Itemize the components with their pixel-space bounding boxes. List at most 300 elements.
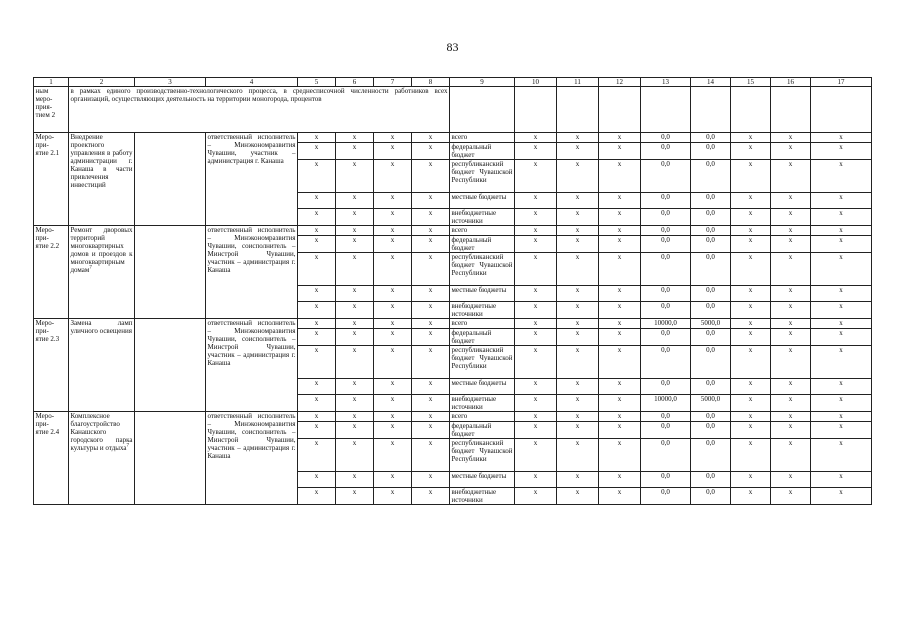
value-cell: х: [811, 319, 872, 329]
value-cell: х: [515, 412, 557, 422]
footnote-mark: 7: [126, 443, 129, 449]
code-cell: х: [298, 209, 336, 226]
funding-source: местные бюджеты: [450, 379, 515, 395]
header-col-16: 16: [771, 78, 811, 87]
value-cell: х: [771, 488, 811, 505]
value-cell: х: [811, 422, 872, 439]
funding-source: внебюджетные источники: [450, 302, 515, 319]
value-cell: х: [599, 160, 641, 193]
header-col-17: 17: [811, 78, 872, 87]
header-col-11: 11: [557, 78, 599, 87]
code-cell: х: [298, 395, 336, 412]
header-col-2: 2: [69, 78, 135, 87]
measure-name: Меро- при- ятие 2.1: [34, 133, 69, 226]
measure-executor: ответственный исполнитель – Минэкономразвития Чувашии, соисполнитель – Минстрой Чувашии, участник – администрация г. Канаша: [206, 226, 298, 319]
value-cell: 0,0: [691, 412, 731, 422]
value-cell: 0,0: [691, 488, 731, 505]
code-cell: х: [374, 286, 412, 302]
value-cell: х: [599, 422, 641, 439]
value-cell: х: [771, 133, 811, 143]
value-cell: х: [731, 302, 771, 319]
value-cell: х: [515, 395, 557, 412]
empty-cell: [135, 226, 206, 319]
code-cell: х: [298, 379, 336, 395]
empty-cell: [135, 412, 206, 505]
value-cell: х: [771, 422, 811, 439]
code-cell: х: [374, 160, 412, 193]
continuation-text: в рамках единого производственно-технологического процесса, в среднесписочной численности работников всех организаций, осуществляющих деятельность на территории моногорода, процентов: [69, 87, 450, 133]
measure-title: Комплексное благоустройство Канашского городского парка культуры и отдыха: [70, 412, 133, 452]
code-cell: х: [374, 395, 412, 412]
value-cell: 0,0: [641, 160, 691, 193]
value-cell: х: [731, 395, 771, 412]
value-cell: х: [515, 226, 557, 236]
funding-source: республиканский бюджет Чувашской Республики: [450, 160, 515, 193]
value-cell: х: [599, 488, 641, 505]
code-cell: х: [336, 346, 374, 379]
measure-name: Меро- при- ятие 2.4: [34, 412, 69, 505]
value-cell: х: [557, 302, 599, 319]
code-cell: х: [336, 143, 374, 160]
header-col-14: 14: [691, 78, 731, 87]
value-cell: х: [515, 286, 557, 302]
value-cell: 0,0: [641, 226, 691, 236]
code-cell: х: [298, 193, 336, 209]
header-col-4: 4: [206, 78, 298, 87]
value-cell: 0,0: [691, 379, 731, 395]
code-cell: х: [298, 133, 336, 143]
code-cell: х: [336, 422, 374, 439]
value-cell: х: [731, 346, 771, 379]
value-cell: х: [557, 488, 599, 505]
value-cell: х: [731, 143, 771, 160]
code-cell: х: [374, 379, 412, 395]
value-cell: х: [599, 253, 641, 286]
value-cell: х: [557, 253, 599, 286]
code-cell: х: [374, 133, 412, 143]
code-cell: х: [374, 422, 412, 439]
funding-source: федеральный бюджет: [450, 143, 515, 160]
value-cell: х: [771, 329, 811, 346]
value-cell: х: [771, 286, 811, 302]
value-cell: х: [599, 472, 641, 488]
value-cell: х: [771, 143, 811, 160]
code-cell: х: [412, 395, 450, 412]
measure-executor: ответственный исполнитель – Минэкономразвития Чувашии, соисполнитель – Минстрой Чувашии, участник – администрация г. Канаша: [206, 319, 298, 412]
value-cell: х: [771, 472, 811, 488]
value-cell: х: [771, 193, 811, 209]
value-cell: х: [599, 329, 641, 346]
value-cell: х: [731, 209, 771, 226]
value-cell: х: [599, 395, 641, 412]
value-cell: х: [771, 412, 811, 422]
header-col-1: 1: [34, 78, 69, 87]
value-cell: х: [731, 160, 771, 193]
code-cell: х: [412, 329, 450, 346]
code-cell: х: [412, 193, 450, 209]
value-cell: 0,0: [641, 286, 691, 302]
value-cell: 0,0: [691, 226, 731, 236]
measure-title: Ремонт дворовых территорий многоквартирных домов и проездов к многоквартирным домам: [70, 226, 133, 274]
value-cell: х: [811, 439, 872, 472]
value-cell: х: [811, 329, 872, 346]
value-cell: 10000,0: [641, 319, 691, 329]
measure-title-cell: [69, 412, 135, 505]
code-cell: х: [412, 379, 450, 395]
measure-row: [34, 319, 872, 329]
code-cell: х: [374, 412, 412, 422]
empty-cell: [515, 87, 557, 133]
budget-table: [33, 77, 872, 505]
value-cell: х: [771, 253, 811, 286]
header-col-12: 12: [599, 78, 641, 87]
code-cell: х: [298, 472, 336, 488]
value-cell: 0,0: [641, 329, 691, 346]
funding-source: всего: [450, 226, 515, 236]
empty-cell: [641, 87, 691, 133]
measure-title-cell: [69, 133, 135, 226]
value-cell: 0,0: [691, 286, 731, 302]
code-cell: х: [336, 302, 374, 319]
value-cell: х: [515, 302, 557, 319]
value-cell: 0,0: [641, 236, 691, 253]
value-cell: 0,0: [641, 346, 691, 379]
measure-name: Меро- при- ятие 2.3: [34, 319, 69, 412]
value-cell: х: [557, 472, 599, 488]
value-cell: 0,0: [691, 133, 731, 143]
value-cell: х: [599, 226, 641, 236]
value-cell: 0,0: [691, 253, 731, 286]
value-cell: х: [771, 346, 811, 379]
empty-cell: [599, 87, 641, 133]
value-cell: х: [811, 286, 872, 302]
measure-title: Замена ламп уличного освещения: [70, 319, 133, 335]
value-cell: х: [811, 379, 872, 395]
value-cell: х: [515, 160, 557, 193]
value-cell: х: [811, 488, 872, 505]
empty-cell: [557, 87, 599, 133]
funding-source: всего: [450, 133, 515, 143]
code-cell: х: [412, 133, 450, 143]
code-cell: х: [298, 329, 336, 346]
value-cell: х: [557, 133, 599, 143]
value-cell: 5000,0: [691, 395, 731, 412]
code-cell: х: [336, 236, 374, 253]
value-cell: х: [515, 253, 557, 286]
code-cell: х: [412, 253, 450, 286]
value-cell: х: [811, 412, 872, 422]
value-cell: х: [599, 286, 641, 302]
value-cell: 0,0: [691, 472, 731, 488]
code-cell: х: [336, 379, 374, 395]
value-cell: х: [771, 236, 811, 253]
code-cell: х: [298, 346, 336, 379]
code-cell: х: [374, 143, 412, 160]
empty-cell: [135, 319, 206, 412]
value-cell: х: [731, 422, 771, 439]
value-cell: х: [557, 209, 599, 226]
value-cell: 0,0: [691, 422, 731, 439]
code-cell: х: [374, 439, 412, 472]
funding-source: местные бюджеты: [450, 193, 515, 209]
value-cell: х: [599, 439, 641, 472]
value-cell: х: [811, 472, 872, 488]
header-col-6: 6: [336, 78, 374, 87]
value-cell: х: [771, 302, 811, 319]
code-cell: х: [336, 286, 374, 302]
code-cell: х: [336, 209, 374, 226]
code-cell: х: [374, 193, 412, 209]
header-col-7: 7: [374, 78, 412, 87]
funding-source: всего: [450, 319, 515, 329]
code-cell: х: [336, 319, 374, 329]
funding-source: федеральный бюджет: [450, 422, 515, 439]
funding-source: местные бюджеты: [450, 472, 515, 488]
funding-source: федеральный бюджет: [450, 329, 515, 346]
value-cell: х: [515, 488, 557, 505]
funding-source: местные бюджеты: [450, 286, 515, 302]
value-cell: х: [557, 395, 599, 412]
value-cell: х: [731, 319, 771, 329]
code-cell: х: [298, 422, 336, 439]
header-row: [34, 78, 872, 87]
empty-cell: [731, 87, 771, 133]
value-cell: 0,0: [641, 193, 691, 209]
value-cell: 10000,0: [641, 395, 691, 412]
code-cell: х: [298, 160, 336, 193]
value-cell: х: [811, 395, 872, 412]
code-cell: х: [412, 346, 450, 379]
funding-source: внебюджетные источники: [450, 209, 515, 226]
value-cell: х: [771, 395, 811, 412]
value-cell: х: [599, 143, 641, 160]
code-cell: х: [412, 488, 450, 505]
value-cell: х: [557, 143, 599, 160]
value-cell: х: [599, 346, 641, 379]
value-cell: х: [515, 329, 557, 346]
empty-cell: [811, 87, 872, 133]
value-cell: 0,0: [691, 346, 731, 379]
funding-source: федеральный бюджет: [450, 236, 515, 253]
value-cell: х: [771, 319, 811, 329]
value-cell: 0,0: [691, 329, 731, 346]
empty-cell: [450, 87, 515, 133]
code-cell: х: [412, 286, 450, 302]
value-cell: х: [515, 133, 557, 143]
value-cell: х: [557, 319, 599, 329]
value-cell: х: [557, 329, 599, 346]
code-cell: х: [412, 236, 450, 253]
measure-executor: ответственный исполнитель – Минэкономразвития Чувашии, участник – администрация г. Канаша: [206, 133, 298, 226]
header-col-10: 10: [515, 78, 557, 87]
empty-cell: [691, 87, 731, 133]
code-cell: х: [412, 143, 450, 160]
value-cell: 0,0: [641, 209, 691, 226]
value-cell: х: [599, 236, 641, 253]
header-col-15: 15: [731, 78, 771, 87]
measure-row: [34, 133, 872, 143]
code-cell: х: [336, 395, 374, 412]
code-cell: х: [298, 143, 336, 160]
code-cell: х: [336, 412, 374, 422]
value-cell: 0,0: [641, 412, 691, 422]
value-cell: х: [771, 226, 811, 236]
funding-source: республиканский бюджет Чувашской Республики: [450, 346, 515, 379]
code-cell: х: [336, 133, 374, 143]
value-cell: х: [811, 160, 872, 193]
code-cell: х: [412, 160, 450, 193]
value-cell: х: [811, 253, 872, 286]
value-cell: х: [557, 226, 599, 236]
value-cell: х: [811, 302, 872, 319]
value-cell: х: [731, 236, 771, 253]
value-cell: 0,0: [641, 302, 691, 319]
code-cell: х: [412, 422, 450, 439]
value-cell: 0,0: [691, 302, 731, 319]
code-cell: х: [374, 488, 412, 505]
measure-title: Внедрение проектного управления в работу администрации г. Канаша в части привлечения инвестиций: [70, 133, 133, 189]
value-cell: 0,0: [691, 439, 731, 472]
value-cell: х: [771, 209, 811, 226]
value-cell: х: [731, 133, 771, 143]
value-cell: х: [557, 286, 599, 302]
code-cell: х: [336, 226, 374, 236]
value-cell: 0,0: [641, 133, 691, 143]
value-cell: х: [811, 133, 872, 143]
code-cell: х: [374, 472, 412, 488]
value-cell: х: [515, 422, 557, 439]
value-cell: х: [731, 193, 771, 209]
value-cell: х: [731, 472, 771, 488]
code-cell: х: [336, 488, 374, 505]
code-cell: х: [374, 209, 412, 226]
continuation-row: [34, 87, 872, 133]
value-cell: х: [599, 319, 641, 329]
value-cell: х: [731, 329, 771, 346]
value-cell: 5000,0: [691, 319, 731, 329]
value-cell: х: [599, 209, 641, 226]
code-cell: х: [336, 253, 374, 286]
measure-row: [34, 412, 872, 422]
value-cell: х: [731, 412, 771, 422]
value-cell: х: [557, 422, 599, 439]
empty-cell: [135, 133, 206, 226]
value-cell: х: [599, 302, 641, 319]
value-cell: х: [515, 346, 557, 379]
code-cell: х: [412, 439, 450, 472]
value-cell: х: [599, 379, 641, 395]
value-cell: х: [811, 236, 872, 253]
value-cell: х: [731, 226, 771, 236]
value-cell: х: [771, 439, 811, 472]
header-col-13: 13: [641, 78, 691, 87]
funding-source: республиканский бюджет Чувашской Республики: [450, 253, 515, 286]
value-cell: х: [731, 488, 771, 505]
value-cell: х: [515, 236, 557, 253]
value-cell: х: [515, 379, 557, 395]
value-cell: х: [731, 439, 771, 472]
code-cell: х: [336, 439, 374, 472]
footnote-mark: 7: [89, 265, 92, 271]
funding-source: республиканский бюджет Чувашской Республики: [450, 439, 515, 472]
value-cell: х: [811, 193, 872, 209]
value-cell: х: [557, 379, 599, 395]
code-cell: х: [298, 286, 336, 302]
header-col-8: 8: [412, 78, 450, 87]
code-cell: х: [374, 226, 412, 236]
value-cell: х: [557, 160, 599, 193]
header-col-5: 5: [298, 78, 336, 87]
code-cell: х: [412, 226, 450, 236]
header-col-9: 9: [450, 78, 515, 87]
measure-name: Меро- при- ятие 2.2: [34, 226, 69, 319]
value-cell: х: [557, 193, 599, 209]
value-cell: х: [731, 253, 771, 286]
code-cell: х: [412, 412, 450, 422]
code-cell: х: [298, 439, 336, 472]
code-cell: х: [336, 193, 374, 209]
code-cell: х: [412, 319, 450, 329]
code-cell: х: [412, 302, 450, 319]
code-cell: х: [412, 209, 450, 226]
code-cell: х: [412, 472, 450, 488]
code-cell: х: [374, 346, 412, 379]
funding-source: внебюджетные источники: [450, 395, 515, 412]
code-cell: х: [336, 329, 374, 346]
value-cell: 0,0: [641, 422, 691, 439]
value-cell: х: [811, 226, 872, 236]
value-cell: х: [731, 286, 771, 302]
code-cell: х: [374, 253, 412, 286]
value-cell: х: [515, 319, 557, 329]
code-cell: х: [374, 236, 412, 253]
value-cell: х: [771, 379, 811, 395]
measure-title-cell: [69, 226, 135, 319]
value-cell: х: [599, 412, 641, 422]
measure-executor: ответственный исполнитель – Минэкономразвития Чувашии, соисполнитель – Минстрой Чувашии, участник – администрация г. Канаша: [206, 412, 298, 505]
funding-source: внебюджетные источники: [450, 488, 515, 505]
code-cell: х: [298, 302, 336, 319]
code-cell: х: [336, 472, 374, 488]
value-cell: х: [811, 346, 872, 379]
value-cell: 0,0: [691, 209, 731, 226]
value-cell: 0,0: [641, 143, 691, 160]
value-cell: х: [515, 472, 557, 488]
value-cell: х: [557, 346, 599, 379]
code-cell: х: [374, 319, 412, 329]
value-cell: 0,0: [641, 253, 691, 286]
value-cell: х: [599, 193, 641, 209]
empty-cell: [771, 87, 811, 133]
value-cell: 0,0: [641, 379, 691, 395]
value-cell: х: [599, 133, 641, 143]
header-col-3: 3: [135, 78, 206, 87]
code-cell: х: [298, 488, 336, 505]
code-cell: х: [336, 160, 374, 193]
value-cell: х: [811, 143, 872, 160]
value-cell: 0,0: [691, 160, 731, 193]
value-cell: 0,0: [691, 236, 731, 253]
value-cell: х: [557, 439, 599, 472]
code-cell: х: [298, 412, 336, 422]
value-cell: 0,0: [641, 488, 691, 505]
value-cell: 0,0: [691, 143, 731, 160]
value-cell: х: [771, 160, 811, 193]
value-cell: х: [557, 236, 599, 253]
code-cell: х: [298, 226, 336, 236]
code-cell: х: [298, 236, 336, 253]
value-cell: х: [515, 439, 557, 472]
